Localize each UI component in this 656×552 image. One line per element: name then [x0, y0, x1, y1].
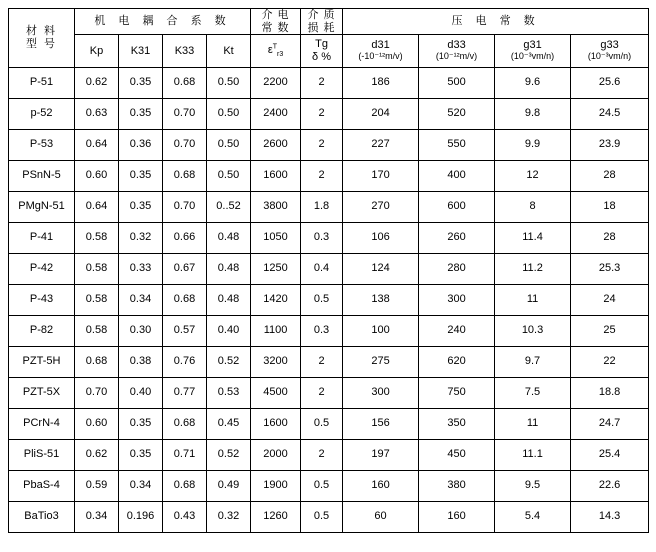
- cell-d33: 280: [419, 253, 495, 284]
- cell-eps: 1100: [251, 315, 301, 346]
- cell-d33: 620: [419, 346, 495, 377]
- table-body: [9, 67, 649, 532]
- cell-g31: 10.3: [495, 315, 571, 346]
- header-g33-label: g33: [600, 38, 619, 51]
- cell-d33: 550: [419, 129, 495, 160]
- cell-k33: 0.71: [163, 439, 207, 470]
- header-tg-line2: δ %: [312, 50, 332, 63]
- header-loss-line1: 介 质: [307, 9, 336, 21]
- table-row: [9, 67, 649, 98]
- cell-g31: 11: [495, 408, 571, 439]
- cell-d33: 380: [419, 470, 495, 501]
- cell-kp: 0.58: [75, 222, 119, 253]
- cell-kt: 0.50: [207, 67, 251, 98]
- cell-k33: 0.67: [163, 253, 207, 284]
- cell-k33: 0.68: [163, 470, 207, 501]
- cell-kp: 0.58: [75, 315, 119, 346]
- table-row: [9, 408, 649, 439]
- cell-kt: 0.48: [207, 222, 251, 253]
- cell-d31: 204: [343, 98, 419, 129]
- header-epsilon-sup: T: [272, 42, 277, 50]
- cell-d33: 300: [419, 284, 495, 315]
- cell-eps: 3200: [251, 346, 301, 377]
- cell-kp: 0.60: [75, 408, 119, 439]
- cell-d31: 275: [343, 346, 419, 377]
- header-g31-label: g31: [523, 38, 542, 51]
- table-row: [9, 439, 649, 470]
- cell-kt: 0.48: [207, 284, 251, 315]
- cell-eps: 3800: [251, 191, 301, 222]
- cell-d31: 60: [343, 501, 419, 532]
- row-model-label: PZT-5H: [9, 346, 75, 377]
- table-row: [9, 315, 649, 346]
- cell-d31: 124: [343, 253, 419, 284]
- cell-eps: 1250: [251, 253, 301, 284]
- header-material-line1: 材 料: [25, 25, 58, 38]
- cell-g33: 24: [571, 284, 649, 315]
- table-row: [9, 284, 649, 315]
- table-row: [9, 191, 649, 222]
- row-model-label: P-82: [9, 315, 75, 346]
- cell-g33: 28: [571, 222, 649, 253]
- cell-d33: 350: [419, 408, 495, 439]
- row-model-label: PbaS-4: [9, 470, 75, 501]
- header-g33-unit: (10⁻³vm/n): [587, 51, 632, 62]
- cell-kt: 0..52: [207, 191, 251, 222]
- cell-kp: 0.68: [75, 346, 119, 377]
- header-d31: [343, 35, 419, 67]
- cell-kt: 0.50: [207, 98, 251, 129]
- cell-g31: 7.5: [495, 377, 571, 408]
- cell-d31: 156: [343, 408, 419, 439]
- cell-eps: 1050: [251, 222, 301, 253]
- cell-d33: 260: [419, 222, 495, 253]
- cell-eps: 2000: [251, 439, 301, 470]
- cell-g31: 11: [495, 284, 571, 315]
- cell-kt: 0.53: [207, 377, 251, 408]
- cell-k33: 0.68: [163, 284, 207, 315]
- cell-kt: 0.45: [207, 408, 251, 439]
- cell-tg: 2: [301, 98, 343, 129]
- header-g33: [571, 35, 649, 67]
- cell-eps: 1600: [251, 160, 301, 191]
- header-material-line2: 型 号: [25, 37, 58, 50]
- cell-eps: 1260: [251, 501, 301, 532]
- cell-g33: 25.3: [571, 253, 649, 284]
- table-header-sub-row: [9, 35, 649, 67]
- table-row: [9, 160, 649, 191]
- header-g31: [495, 35, 571, 67]
- header-tg-line1: Tg: [315, 38, 328, 51]
- cell-eps: 1420: [251, 284, 301, 315]
- header-k33: K33: [163, 35, 207, 67]
- cell-k33: 0.43: [163, 501, 207, 532]
- cell-tg: 1.8: [301, 191, 343, 222]
- cell-d31: 100: [343, 315, 419, 346]
- cell-tg: 0.5: [301, 501, 343, 532]
- cell-kp: 0.34: [75, 501, 119, 532]
- header-loss-group: [301, 9, 343, 35]
- cell-g33: 25.6: [571, 67, 649, 98]
- cell-kt: 0.49: [207, 470, 251, 501]
- row-model-label: P-53: [9, 129, 75, 160]
- cell-k31: 0.35: [119, 67, 163, 98]
- cell-g33: 18.8: [571, 377, 649, 408]
- cell-kp: 0.70: [75, 377, 119, 408]
- row-model-label: P-42: [9, 253, 75, 284]
- cell-k33: 0.57: [163, 315, 207, 346]
- cell-kp: 0.62: [75, 67, 119, 98]
- cell-k31: 0.34: [119, 470, 163, 501]
- table-row: [9, 470, 649, 501]
- cell-d33: 500: [419, 67, 495, 98]
- cell-k31: 0.40: [119, 377, 163, 408]
- cell-g31: 11.2: [495, 253, 571, 284]
- cell-g33: 14.3: [571, 501, 649, 532]
- cell-d31: 270: [343, 191, 419, 222]
- cell-k31: 0.35: [119, 191, 163, 222]
- cell-g31: 9.9: [495, 129, 571, 160]
- row-model-label: BaTio3: [9, 501, 75, 532]
- cell-d33: 750: [419, 377, 495, 408]
- cell-k33: 0.68: [163, 67, 207, 98]
- row-model-label: p-52: [9, 98, 75, 129]
- cell-k31: 0.35: [119, 408, 163, 439]
- cell-d33: 400: [419, 160, 495, 191]
- cell-kp: 0.60: [75, 160, 119, 191]
- table-row: [9, 377, 649, 408]
- cell-kt: 0.40: [207, 315, 251, 346]
- cell-tg: 2: [301, 160, 343, 191]
- cell-d31: 138: [343, 284, 419, 315]
- cell-g33: 25.4: [571, 439, 649, 470]
- cell-d33: 450: [419, 439, 495, 470]
- cell-k31: 0.38: [119, 346, 163, 377]
- cell-k33: 0.68: [163, 160, 207, 191]
- cell-kt: 0.32: [207, 501, 251, 532]
- header-epsilon-sub: r3: [277, 50, 284, 58]
- cell-k33: 0.70: [163, 98, 207, 129]
- cell-g31: 12: [495, 160, 571, 191]
- cell-kp: 0.58: [75, 284, 119, 315]
- cell-g33: 22.6: [571, 470, 649, 501]
- cell-kt: 0.50: [207, 129, 251, 160]
- cell-kp: 0.63: [75, 98, 119, 129]
- cell-k33: 0.76: [163, 346, 207, 377]
- row-model-label: PliS-51: [9, 439, 75, 470]
- cell-k33: 0.77: [163, 377, 207, 408]
- header-d31-label: d31: [371, 38, 390, 51]
- cell-g33: 22: [571, 346, 649, 377]
- header-g31-unit: (10⁻³vm/n): [510, 51, 555, 62]
- cell-k31: 0.36: [119, 129, 163, 160]
- table-row: [9, 253, 649, 284]
- cell-g33: 24.5: [571, 98, 649, 129]
- cell-kt: 0.52: [207, 346, 251, 377]
- cell-k33: 0.68: [163, 408, 207, 439]
- cell-d33: 240: [419, 315, 495, 346]
- header-dielectric-line1: 介 电: [261, 9, 290, 21]
- cell-k31: 0.34: [119, 284, 163, 315]
- cell-k31: 0.33: [119, 253, 163, 284]
- row-model-label: PZT-5X: [9, 377, 75, 408]
- cell-g33: 24.7: [571, 408, 649, 439]
- table-row: [9, 129, 649, 160]
- cell-tg: 0.3: [301, 222, 343, 253]
- header-d31-unit: (-10⁻¹²m/v): [358, 51, 403, 62]
- row-model-label: P-51: [9, 67, 75, 98]
- cell-g33: 18: [571, 191, 649, 222]
- header-dielectric-group: [251, 9, 301, 35]
- table-row: [9, 346, 649, 377]
- header-d33-unit: (10⁻¹²m/v): [435, 51, 478, 62]
- header-d33: [419, 35, 495, 67]
- row-model-label: PMgN-51: [9, 191, 75, 222]
- table-row: [9, 222, 649, 253]
- cell-g31: 8: [495, 191, 571, 222]
- cell-g31: 11.1: [495, 439, 571, 470]
- table-row: [9, 501, 649, 532]
- cell-g31: 9.8: [495, 98, 571, 129]
- header-d33-label: d33: [447, 38, 466, 51]
- cell-d33: 520: [419, 98, 495, 129]
- cell-eps: 4500: [251, 377, 301, 408]
- cell-kp: 0.64: [75, 129, 119, 160]
- cell-k31: 0.196: [119, 501, 163, 532]
- header-loss-line2: 损 耗: [307, 21, 336, 34]
- cell-k31: 0.32: [119, 222, 163, 253]
- cell-d31: 186: [343, 67, 419, 98]
- cell-k31: 0.35: [119, 98, 163, 129]
- header-dielectric-line2: 常 数: [261, 21, 290, 34]
- cell-kp: 0.62: [75, 439, 119, 470]
- table-row: [9, 98, 649, 129]
- cell-tg: 0.3: [301, 315, 343, 346]
- cell-tg: 2: [301, 67, 343, 98]
- cell-g33: 23.9: [571, 129, 649, 160]
- cell-k31: 0.30: [119, 315, 163, 346]
- piezo-material-table: [8, 8, 649, 533]
- spec-sheet: [8, 8, 648, 533]
- cell-d33: 160: [419, 501, 495, 532]
- cell-g31: 9.6: [495, 67, 571, 98]
- row-model-label: P-43: [9, 284, 75, 315]
- cell-g33: 28: [571, 160, 649, 191]
- cell-d31: 160: [343, 470, 419, 501]
- cell-kt: 0.48: [207, 253, 251, 284]
- cell-k31: 0.35: [119, 160, 163, 191]
- row-model-label: PSnN-5: [9, 160, 75, 191]
- row-model-label: PCrN-4: [9, 408, 75, 439]
- cell-tg: 2: [301, 129, 343, 160]
- cell-kt: 0.52: [207, 439, 251, 470]
- cell-d31: 300: [343, 377, 419, 408]
- header-material-type: [9, 9, 75, 68]
- cell-tg: 2: [301, 377, 343, 408]
- row-model-label: P-41: [9, 222, 75, 253]
- cell-kp: 0.64: [75, 191, 119, 222]
- header-epsilon: [251, 35, 301, 67]
- cell-eps: 1600: [251, 408, 301, 439]
- cell-d33: 600: [419, 191, 495, 222]
- header-kp: Kp: [75, 35, 119, 67]
- cell-d31: 106: [343, 222, 419, 253]
- cell-kt: 0.50: [207, 160, 251, 191]
- cell-k33: 0.70: [163, 191, 207, 222]
- cell-eps: 2200: [251, 67, 301, 98]
- cell-tg: 0.5: [301, 470, 343, 501]
- cell-tg: 0.4: [301, 253, 343, 284]
- header-piezo-group: 压 电 常 数: [343, 9, 649, 35]
- cell-g31: 5.4: [495, 501, 571, 532]
- cell-d31: 197: [343, 439, 419, 470]
- cell-kp: 0.59: [75, 470, 119, 501]
- cell-g31: 9.7: [495, 346, 571, 377]
- cell-tg: 0.5: [301, 408, 343, 439]
- header-k31: K31: [119, 35, 163, 67]
- cell-kp: 0.58: [75, 253, 119, 284]
- cell-g33: 25: [571, 315, 649, 346]
- cell-g31: 11.4: [495, 222, 571, 253]
- cell-tg: 2: [301, 346, 343, 377]
- cell-eps: 2600: [251, 129, 301, 160]
- cell-tg: 0.5: [301, 284, 343, 315]
- table-header-group-row: [9, 9, 649, 35]
- cell-g31: 9.5: [495, 470, 571, 501]
- cell-eps: 2400: [251, 98, 301, 129]
- cell-d31: 227: [343, 129, 419, 160]
- cell-k33: 0.70: [163, 129, 207, 160]
- cell-k33: 0.66: [163, 222, 207, 253]
- cell-eps: 1900: [251, 470, 301, 501]
- cell-tg: 2: [301, 439, 343, 470]
- cell-d31: 170: [343, 160, 419, 191]
- header-coupling-group: 机 电 耦 合 系 数: [75, 9, 251, 35]
- header-epsilon-symbol: ε: [267, 43, 273, 56]
- header-tg: [301, 35, 343, 67]
- cell-k31: 0.35: [119, 439, 163, 470]
- header-kt: Kt: [207, 35, 251, 67]
